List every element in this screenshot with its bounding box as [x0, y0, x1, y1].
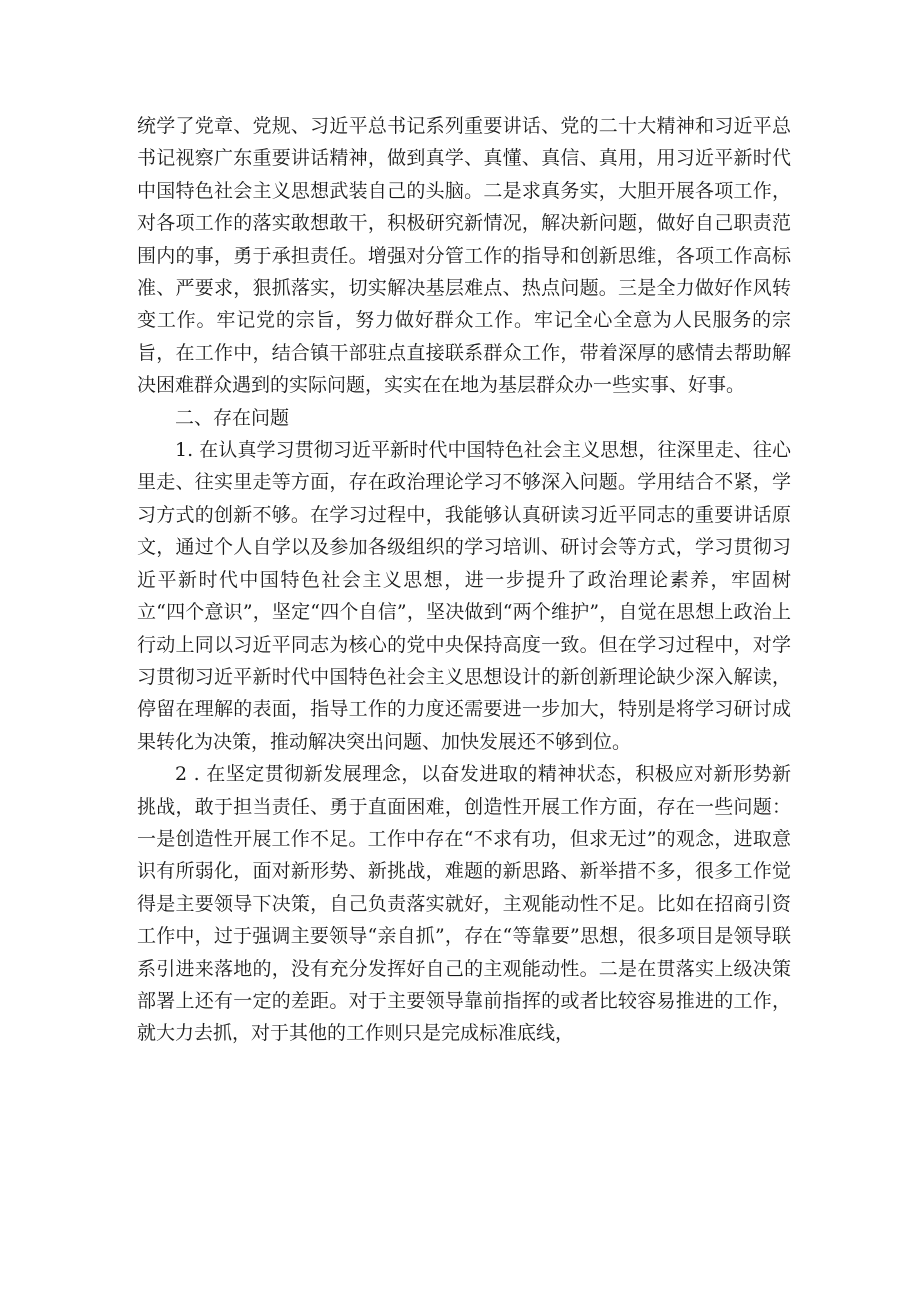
section-heading-problems: 二、存在问题 [175, 406, 290, 429]
body-paragraph-1: 统学了党章、党规、习近平总书记系列重要讲话、党的二十大精神和习近平总书记视察广东重要讲话精神，做到真学、真懂、真信、真用，用习近平新时代中国特色社会主义思想武装自己的头脑。二是求真务实，大胆开展各项工作，对各项工作的落实敢想敢干，积极研究新情况，解决新问题，做好自己职责范围内的事，勇于承担责任。增强对分管工作的指导和创新思维，各项工作高标准、严要求，狠抓落实，切实解决基层难点、热点问题。三是全力做好作风转变工作。牢记党的宗旨，努力做好群众工作。牢记全心全意为人民服务的宗旨，在工作中，结合镇干部驻点直接联系群众工作，带着深厚的感情去帮助解决困难群众遇到的实际问题，实实在在地为基层群众办一些实事、好事。 [137, 115, 791, 397]
body-paragraph-3: 2 . 在坚定贯彻新发展理念，以奋发进取的精神状态，积极应对新形势新挑战，敢于担当责任、勇于直面困难，创造性开展工作方面，存在一些问题：一是创造性开展工作不足。工作中存在“不求有功，但求无过”的观念，进取意识有所弱化，面对新形势、新挑战，难题的新思路、新举措不多，很多工作觉得是主要领导下决策，自己负责落实就好，主观能动性不足。比如在招商引资工作中，过于强调主要领导“亲自抓”，存在“等靠要”思想，很多项目是领导联系引进来落地的，没有充分发挥好自己的主观能动性。二是在贯落实上级决策部署上还有一定的差距。对于主要领导靠前指挥的或者比较容易推进的工作，就大力去抓，对于其他的工作则只是完成标准底线， [137, 763, 791, 1045]
document-page [137, 110, 791, 1050]
body-paragraph-2: 1. 在认真学习贯彻习近平新时代中国特色社会主义思想，往深里走、往心里走、往实里走等方面，存在政治理论学习不够深入问题。学用结合不紧，学习方式的创新不够。在学习过程中，我能够认真研读习近平同志的重要讲话原文，通过个人自学以及参加各级组织的学习培训、研讨会等方式，学习贯彻习近平新时代中国特色社会主义思想，进一步提升了政治理论素养，牢固树立“四个意识”，坚定“四个自信”，坚决做到“两个维护”，自觉在思想上政治上行动上同以习近平同志为核心的党中央保持高度一致。但在学习过程中，对学习贯彻习近平新时代中国特色社会主义思想设计的新创新理论缺少深入解读，停留在理解的表面，指导工作的力度还需要进一步加大，特别是将学习研讨成果转化为决策，推动解决突出问题、加快发展还不够到位。 [137, 439, 791, 753]
